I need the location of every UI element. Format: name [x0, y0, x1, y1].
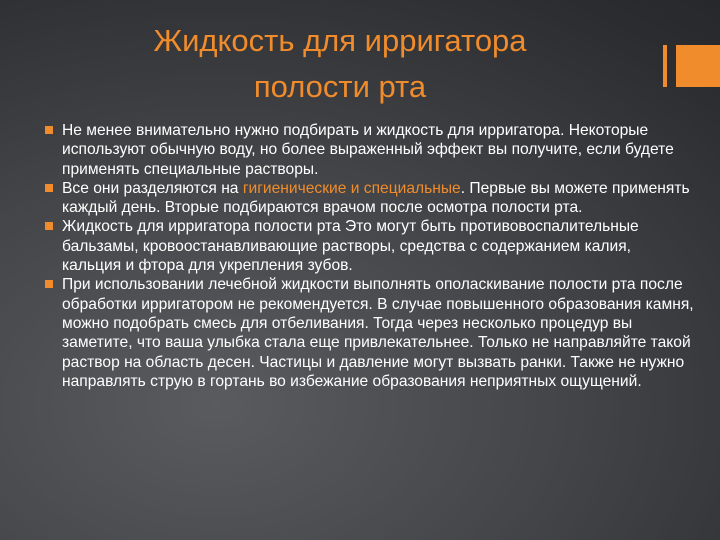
bullet-text-before: Все они разделяются на [62, 179, 243, 197]
bullet-item [44, 121, 694, 179]
title-line-1: Жидкость для ирригатора [153, 23, 527, 58]
bullet-text-after: . Первые вы можете применять каждый день. Вторые подбираются врачом после осмотра полости рта. [62, 179, 690, 217]
bullet-square-icon [45, 126, 53, 134]
bullet-text: При использовании лечебной жидкости выполнять ополаскивание полости рта после обработки ирригатором не рекомендуется. В случае повышенного образования камня, можно подобрать смесь для отбеливания. Тогда через несколько процедур вы заметите, что ваша улыбка стала еще привлекательнее. Только не направляйте такой раствор на область десен. Частицы и давление могут вызвать ранки. Также не нужно направлять струю в гортань во избежание образования неприятных ощущений. [62, 276, 694, 390]
bullet-list [44, 121, 694, 391]
slide-title [70, 18, 610, 110]
bullet-text: Жидкость для ирригатора полости рта Это могут быть противовоспалительные бальзамы, кровоостанавливающие растворы, средства с содержанием калия, кальция и фтора для укрепления зубов. [62, 218, 639, 275]
bullet-text: Не менее внимательно нужно подбирать и жидкость для ирригатора. Некоторые используют обычную воду, но более выраженный эффект вы получите, если будете применять специальные растворы. [62, 122, 674, 178]
decorative-bar-thick [676, 45, 720, 87]
bullet-square-icon [45, 222, 53, 230]
bullet-square-icon [45, 280, 53, 288]
decorative-bar-thin [663, 45, 667, 87]
bullet-item [44, 179, 694, 218]
bullet-item [44, 275, 694, 391]
title-line-2: полости рта [253, 69, 427, 104]
highlighted-text: гигиенические и специальные [242, 179, 461, 197]
decorative-bars [663, 45, 720, 87]
bullet-item [44, 217, 694, 275]
bullet-square-icon [45, 184, 53, 192]
